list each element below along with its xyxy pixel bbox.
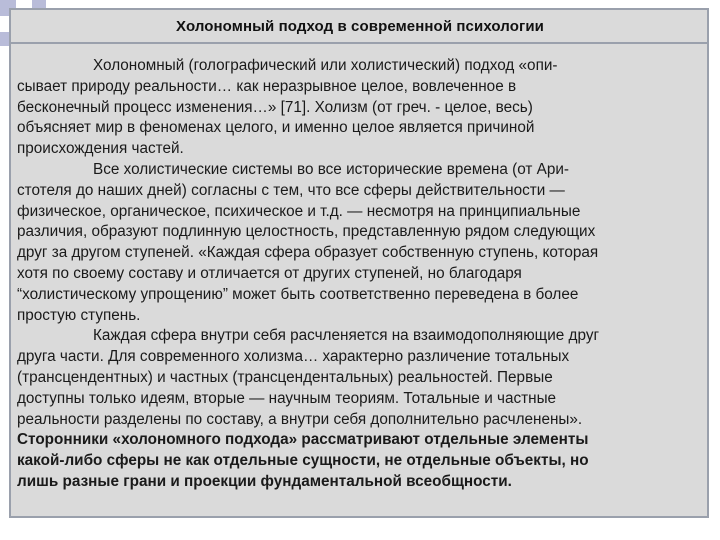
text-line: реальности разделены по составу, а внутри себя дополнительно расчленены». (17, 410, 583, 428)
text-line: Все холистические системы во все исторические времена (от Ари- (93, 160, 570, 178)
text-line: друг за другом ступеней. «Каждая сфера образует собственную ступень, которая (17, 244, 599, 262)
text-line: доступны только идеям, вторые — научным теориям. Тотальные и частные (17, 389, 557, 407)
slide-title: Холономный подход в современной психологии (176, 18, 544, 35)
text-line: бесконечный процесс изменения…» [71]. Холизм (от греч. - целое, весь) (17, 98, 533, 116)
text-line: сывает природу реальности… как неразрывное целое, вовлеченное в (17, 77, 517, 95)
text-line: Холономный (голографический или холистический) подход «опи- (93, 57, 558, 74)
text-line: объясняет мир в феноменах целого, и именно целое является причиной (17, 119, 535, 137)
text-line: друга части. Для современного холизма… характерно различение тотальных (17, 348, 570, 366)
text-line: Каждая сфера внутри себя расчленяется на взаимодополняющие друг (93, 327, 600, 345)
text-line: лишь разные грани и проекции фундаментальной всеобщности. (17, 472, 512, 490)
text-line: хотя по своему составу и отличается от других ступеней, но благодаря (17, 264, 522, 282)
body-text (17, 56, 701, 493)
title-divider (9, 42, 709, 44)
text-line: происхождения частей. (17, 140, 184, 158)
text-line: стотеля до наших дней) согласны с тем, что все сферы действительности — (17, 181, 565, 199)
text-line: какой-либо сферы не как отдельные сущности, не отдельные объекты, но (17, 452, 589, 470)
text-line: различия, образуют подлинную целостность, представленную рядом следующих (17, 223, 596, 241)
text-line: простую ступень. (17, 306, 141, 324)
text-line: (трансцендентных) и частных (трансцендентальных) реальностей. Первые (17, 368, 553, 386)
text-line: физическое, органическое, психическое и т.д. — несмотря на принципиальные (17, 202, 581, 220)
text-line: “холистическому упрощению” может быть соответственно переведена в более (17, 285, 579, 303)
text-line: Сторонники «холономного подхода» рассматривают отдельные элементы (17, 431, 589, 449)
